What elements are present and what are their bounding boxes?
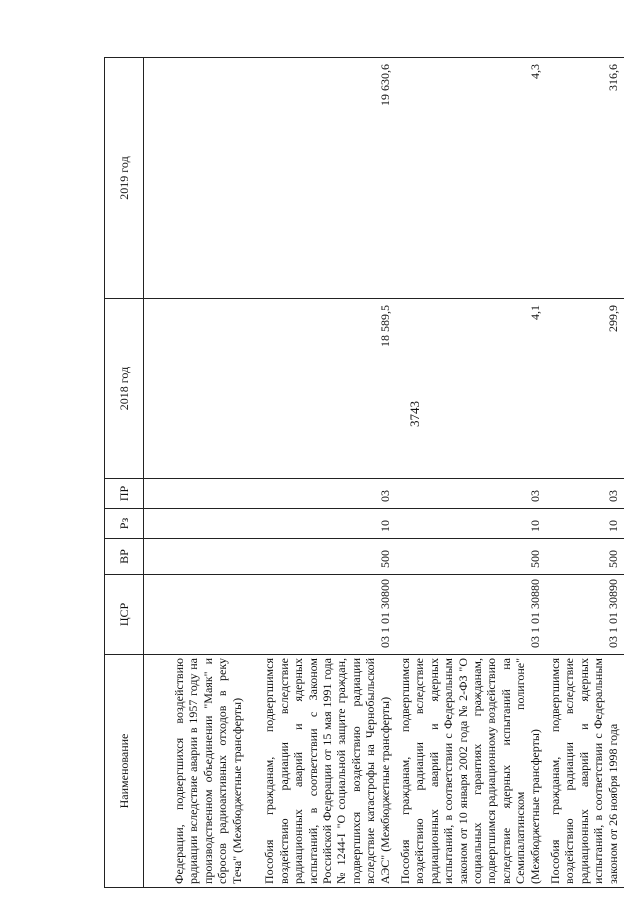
row-vr: 500 bbox=[396, 539, 546, 575]
row-pr bbox=[144, 479, 249, 509]
header-rz: Рз bbox=[105, 509, 144, 539]
row-2019: 316,6 bbox=[546, 58, 624, 299]
header-row bbox=[105, 58, 144, 888]
row-name: Пособия гражданам, подвергшимся воздействию радиации вследствие радиационных аварий и ядерных испытаний, в соответствии с Федеральным законом от 10 января 2002 года № 2-ФЗ "О социальных гарантиях гражданам, подвергшимся радиационному воздействию вследствие ядерных испытаний на Семипалатинском полигоне" (Межбюджетные трансферты) bbox=[396, 655, 546, 888]
row-name: Федерации, подвергшихся воздействию радиации вследствие аварии в 1957 году на производственном объединении "Маяк" и сбросов радиоактивных отходов в реку Теча" (Межбюджетные трансферты) bbox=[144, 655, 249, 888]
row-2019: 19 630,6 bbox=[248, 58, 396, 299]
row-vr: 500 bbox=[546, 539, 624, 575]
row-rz: 10 bbox=[248, 509, 396, 539]
header-vr: ВР bbox=[105, 539, 144, 575]
row-2018: 299,9 bbox=[546, 299, 624, 479]
table-row bbox=[144, 58, 249, 888]
row-vr bbox=[144, 539, 249, 575]
row-vr: 500 bbox=[248, 539, 396, 575]
row-csr: 03 1 01 30890 bbox=[546, 575, 624, 655]
row-pr: 03 bbox=[396, 479, 546, 509]
row-name: Пособия гражданам, подвергшимся воздействию радиации вследствие радиационных аварий и ядерных испытаний, в соответствии с Законом Российской Федерации от 15 мая 1991 года № 1244-I "О социальной защите граждан, подвергшихся воздействию радиации вследствие катастрофы на Чернобыльской АЭС" (Межбюджетные трансферты) bbox=[248, 655, 396, 888]
row-2019: 4,3 bbox=[396, 58, 546, 299]
row-2018: 18 589,5 bbox=[248, 299, 396, 479]
row-csr: 03 1 01 30800 bbox=[248, 575, 396, 655]
header-csr: ЦСР bbox=[105, 575, 144, 655]
row-pr: 03 bbox=[248, 479, 396, 509]
header-2019: 2019 год bbox=[105, 58, 144, 299]
budget-table bbox=[104, 57, 624, 888]
row-rz bbox=[144, 509, 249, 539]
header-2018: 2018 год bbox=[105, 299, 144, 479]
row-rz: 10 bbox=[396, 509, 546, 539]
table-row bbox=[248, 58, 396, 888]
row-rz: 10 bbox=[546, 509, 624, 539]
row-csr bbox=[144, 575, 249, 655]
header-pr: ПР bbox=[105, 479, 144, 509]
table-row bbox=[546, 58, 624, 888]
row-pr: 03 bbox=[546, 479, 624, 509]
row-2018: 4,1 bbox=[396, 299, 546, 479]
page-number: 3743 bbox=[407, 401, 422, 427]
table-row bbox=[396, 58, 546, 888]
header-name: Наименование bbox=[105, 655, 144, 888]
row-2019 bbox=[144, 58, 249, 299]
budget-table-rotated bbox=[104, 58, 620, 888]
row-name: Пособия гражданам, подвергшимся воздействию радиации вследствие радиационных аварий и ядерных испытаний, в соответствии с Федеральным законом от 26 ноября 1998 года bbox=[546, 655, 624, 888]
row-csr: 03 1 01 30880 bbox=[396, 575, 546, 655]
row-2018 bbox=[144, 299, 249, 479]
